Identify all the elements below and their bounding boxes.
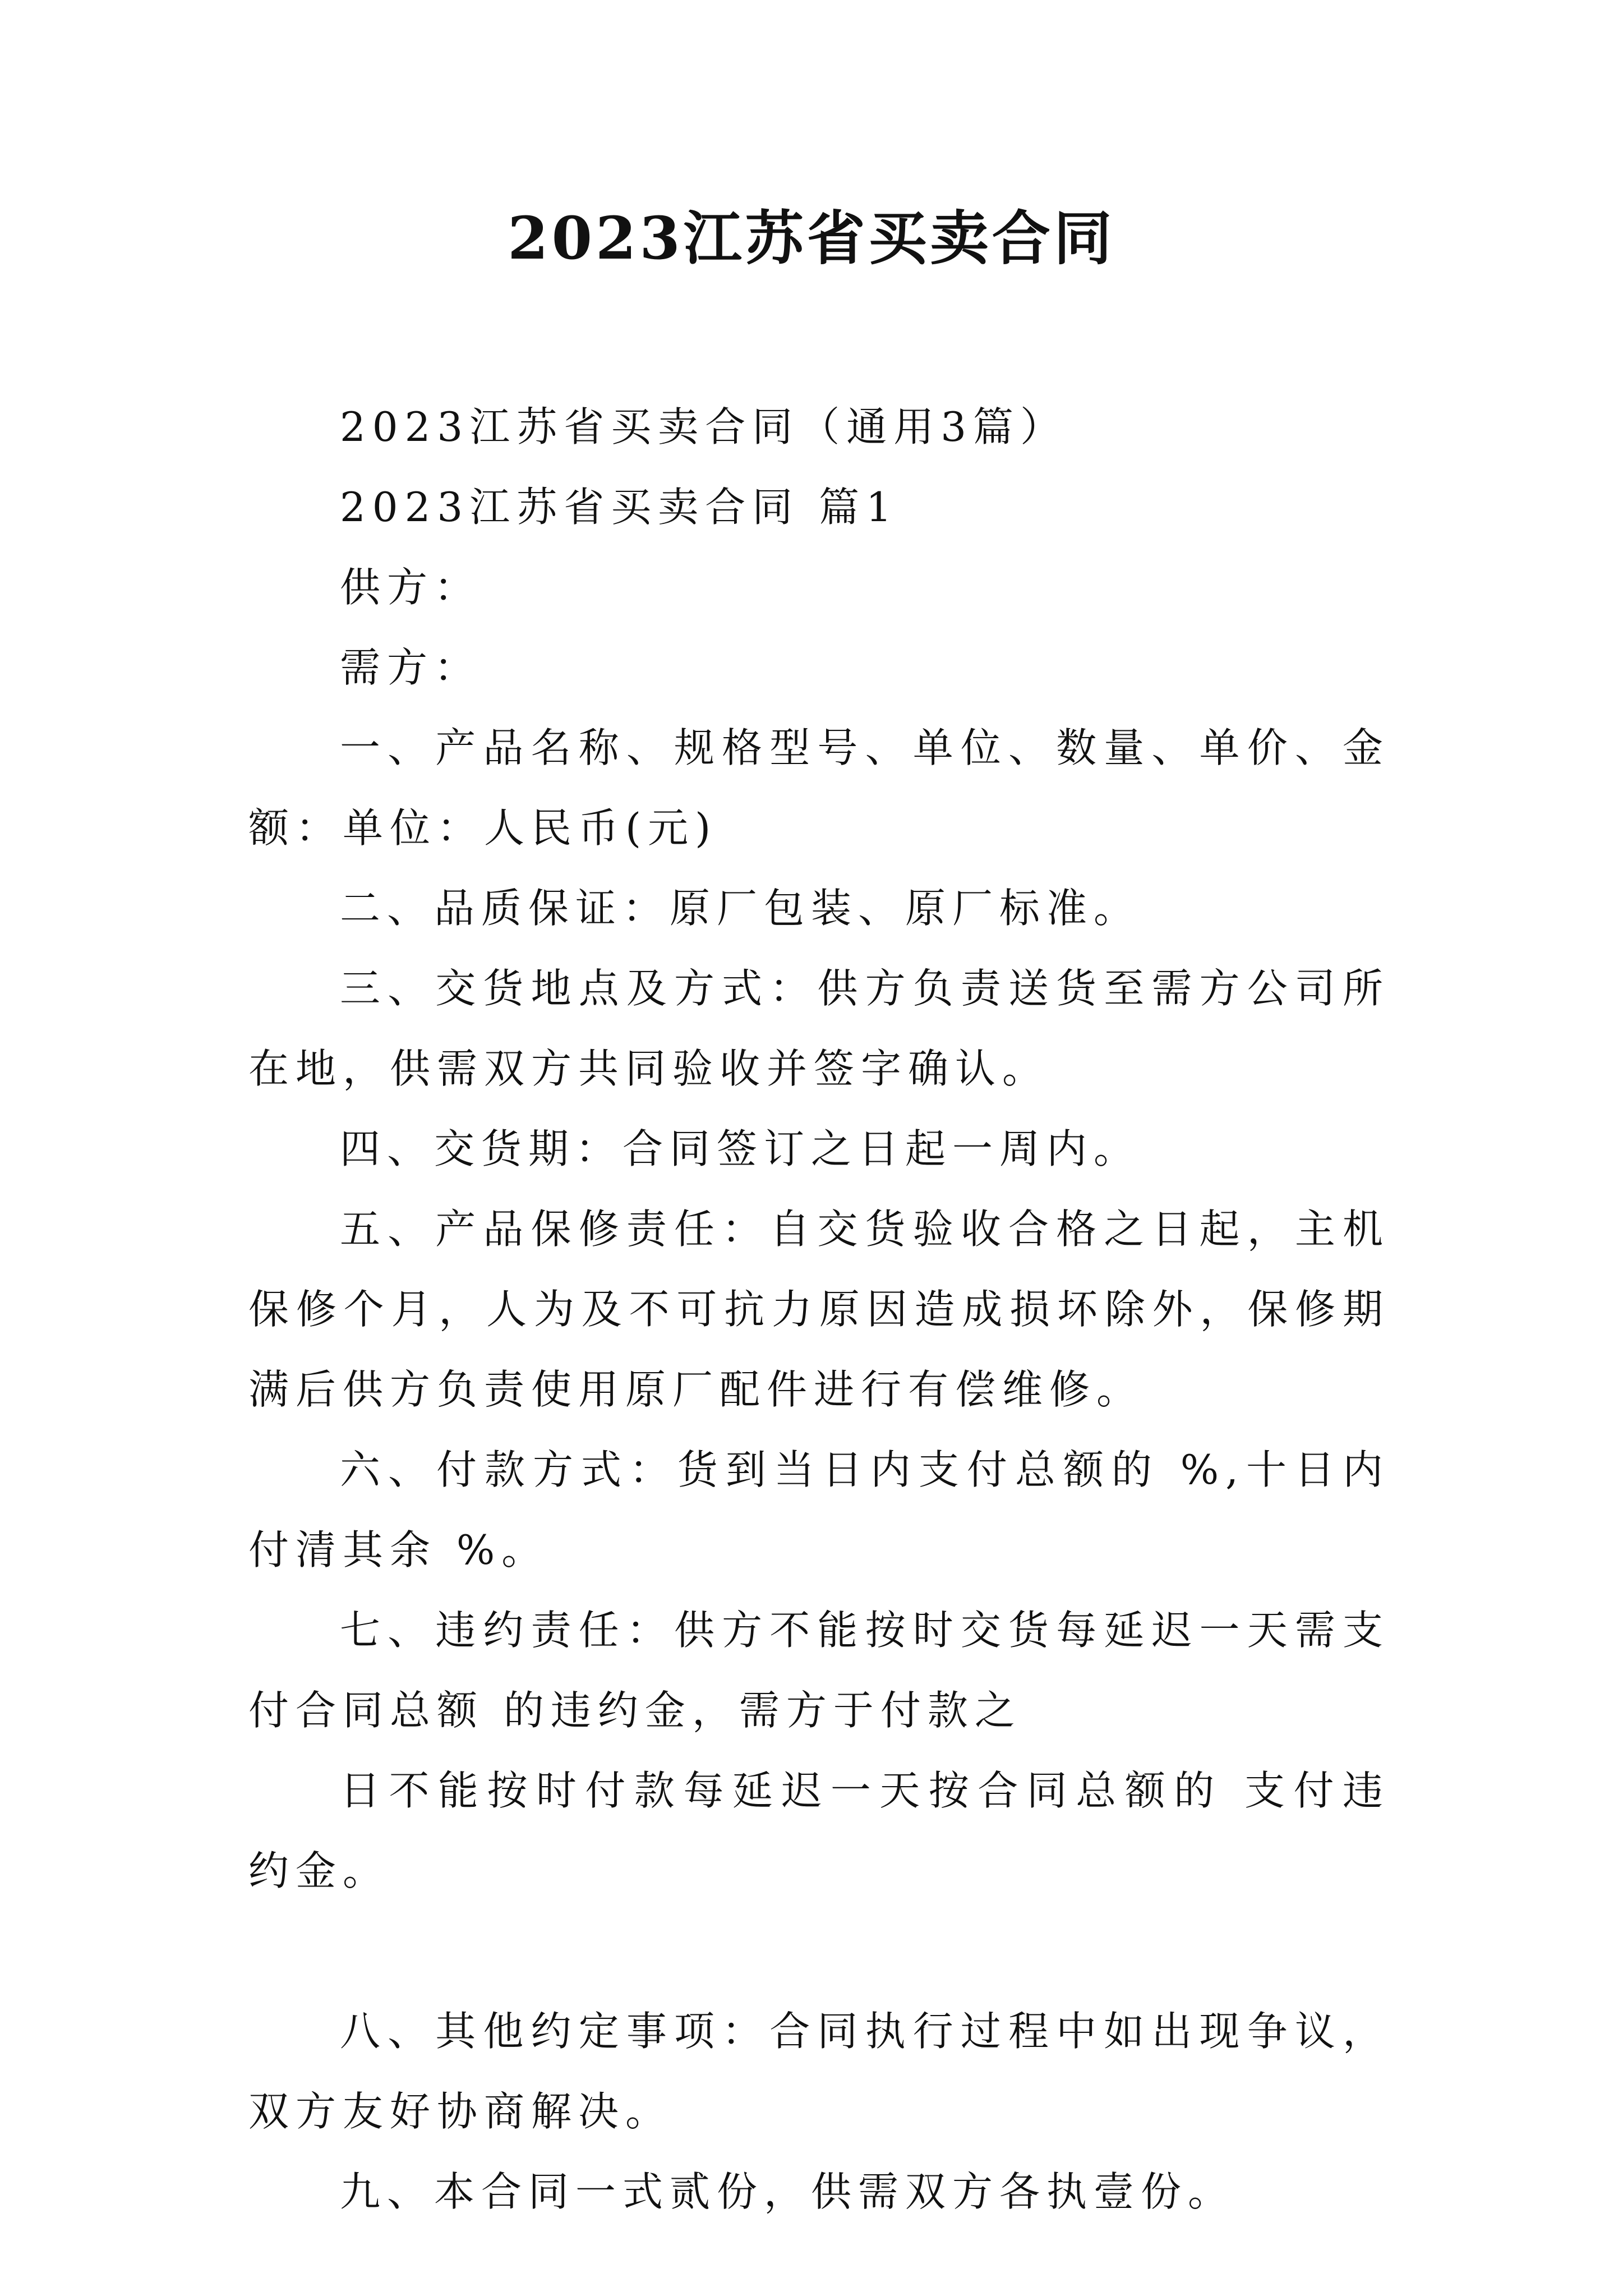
clause-5: 五、产品保修责任：自交货验收合格之日起，主机保修个月，人为及不可抗力原因造成损坏除外，保修期满后供方负责使用原厂配件进行有偿维修。 (248, 1205, 1390, 1413)
clause-2: 二、品质保证：原厂包装、原厂标准。 (340, 885, 1141, 932)
section-heading: 2023江苏省买卖合同 篇1 (340, 484, 898, 531)
clause-9: 九、本合同一式贰份，供需双方各执壹份。 (340, 2168, 1235, 2215)
clause-3: 三、交货地点及方式：供方负责送货至需方公司所在地，供需双方共同验收并签字确认。 (248, 965, 1390, 1092)
subtitle-paragraph: 2023江苏省买卖合同（通用3篇） (340, 403, 1068, 450)
document-title: 2023江苏省买卖合同 (508, 204, 1115, 273)
clause-4: 四、交货期：合同签订之日起一周内。 (340, 1125, 1141, 1172)
clause-1: 一、产品名称、规格型号、单位、数量、单价、金额：单位：人民币(元) (248, 724, 1390, 852)
clause-7: 七、违约责任：供方不能按时交货每延迟一天需支付合同总额 的违约金，需方于付款之 (248, 1607, 1390, 1734)
clause-8: 八、其他约定事项：合同执行过程中如出现争议，双方友好协商解决。 (248, 2008, 1390, 2135)
clause-7-continued: 日不能按时付款每延迟一天按合同总额的 支付违约金。 (248, 1767, 1390, 1894)
clause-6: 六、付款方式：货到当日内支付总额的 %,十日内付清其余 %。 (248, 1446, 1390, 1573)
document-body (248, 387, 1390, 2232)
supplier-line: 供方： (340, 564, 482, 611)
buyer-line: 需方： (340, 644, 482, 691)
blank-line (248, 1911, 1390, 1991)
